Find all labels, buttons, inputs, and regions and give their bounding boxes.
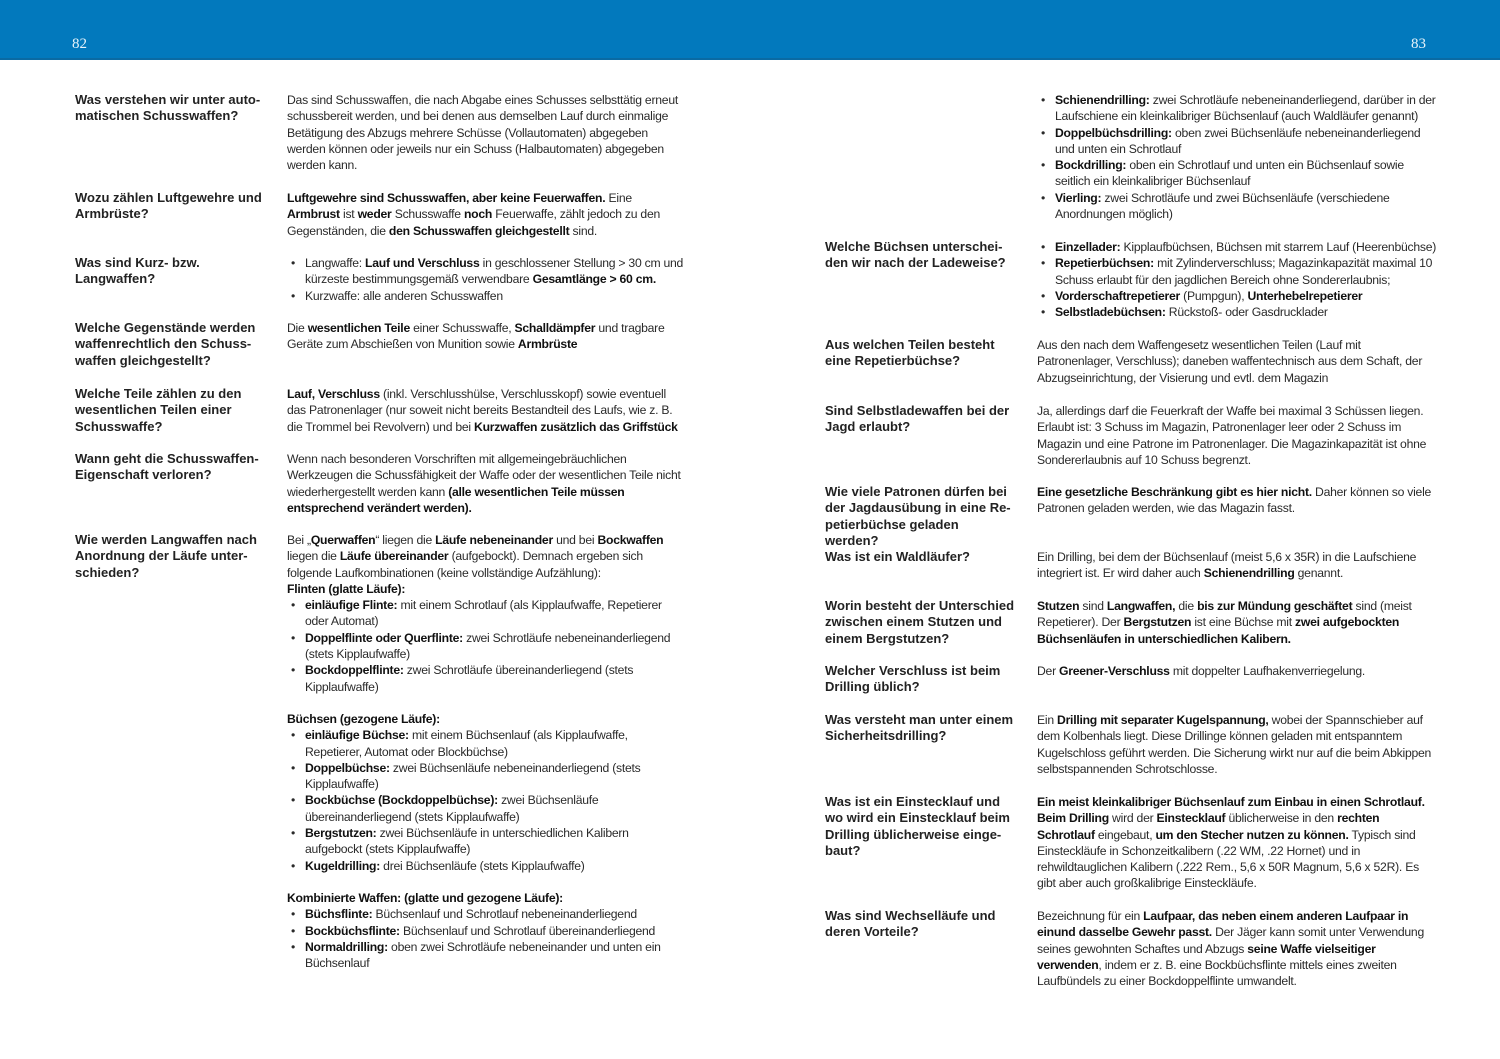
emphasis-text: (alle wesentlichen Teile müssen entsprechend verändert werden).	[287, 484, 625, 515]
list-item: • Doppelbüchsdrilling: oben zwei Büchsenläufe nebeneinanderliegend und unten ein Schrotlauf	[1037, 125, 1437, 158]
question: Welche Büchsen unterschei-den wir nach der Ladeweise?	[825, 239, 1006, 271]
question: Welche Gegenstände werden waffenrechtlich den Schuss-waffen gleichgestellt?	[75, 320, 256, 368]
answer: Aus den nach dem Waffengesetz wesentlichen Teilen (Lauf mit Patronenlager, Verschluss); daneben waffentechnisch aus dem Schaft, der Abzugseinrichtung, der Visierung und evtl. dem Magazin	[1037, 338, 1423, 385]
list-item: • Bockdoppelflinte: zwei Schrotläufe übereinanderliegend (stets Kipplaufwaffe)	[287, 662, 687, 695]
emphasis-text: Bockdrilling:	[1055, 158, 1127, 173]
list-item: • Schienendrilling: zwei Schrotläufe nebeneinanderliegend, darüber in der Laufschiene ein kleinkalibriger Büchsenlauf (auch Waldläufer genannt)	[1037, 92, 1437, 125]
emphasis-text: Schienendrilling	[1203, 566, 1295, 581]
question: Wann geht die Schusswaffen-Eigenschaft verloren?	[75, 451, 259, 483]
question: Wie werden Langwaffen nach Anordnung der Läufe unter-schieden?	[75, 532, 257, 580]
list-item: • Vorderschaftrepetierer (Pumpgun), Unterhebelrepetierer	[1037, 288, 1437, 304]
bullet-list	[287, 255, 687, 304]
answer: Die wesentlichen Teile einer Schusswaffe, Schalldämpfer und tragbare Geräte zum Abschießen von Munition sowie Armbrüste	[287, 321, 665, 352]
list-item: • Selbstladebüchsen: Rückstoß- oder Gasdrucklader	[1037, 304, 1437, 320]
list-item: • Bockbüchsflinte: Büchsenlauf und Schrotlauf übereinanderliegend	[287, 923, 687, 939]
emphasis-text: noch	[463, 207, 493, 222]
question: Wie viele Patronen dürfen bei der Jagdausübung in eine Re-petierbüchse geladen werden?	[825, 484, 1011, 548]
emphasis-text: Bockbüchse (Bockdoppelbüchse):	[305, 793, 498, 808]
bullet-list-drillinge	[1037, 92, 1437, 222]
list-item: • Büchsflinte: Büchsenlauf und Schrotlauf nebeneinanderliegend	[287, 906, 687, 922]
list-item: • Bockdrilling: oben ein Schrotlauf und unten ein Büchsenlauf sowie seitlich ein kleinkalibriger Büchsenlauf	[1037, 157, 1437, 190]
list-item: • Einzellader: Kipplaufbüchsen, Büchsen mit starrem Lauf (Heerenbüchse)	[1037, 239, 1437, 255]
emphasis-text: Lauf und Verschluss	[365, 256, 480, 270]
question: Wozu zählen Luftgewehre und Armbrüste?	[75, 190, 262, 222]
answer-intro: Bei „Querwaffen“ liegen die Läufe nebeneinander und bei Bockwaffen liegen die Läufe übereinander (aufgebockt). Demnach ergeben sich folgende Laufkombinationen (keine vollständige Aufzählung):	[287, 533, 664, 580]
question: Was ist ein Einstecklauf und wo wird ein Einstecklauf beim Drilling üblicherweise einge-baut?	[825, 794, 1010, 858]
list-item: • Normaldrilling: oben zwei Schrotläufe nebeneinander und unten ein Büchsenlauf	[287, 939, 687, 972]
emphasis-text: Ein meist kleinkalibriger Büchsenlauf zum Einbau in einen Schrotlauf. Beim Drilling	[1037, 795, 1425, 826]
emphasis-text: um den Stecher nutzen zu können.	[1155, 827, 1349, 842]
emphasis-text: Eine gesetzliche Beschränkung gibt es hier nicht.	[1037, 485, 1312, 499]
emphasis-text: wesentlichen Teile	[307, 321, 410, 335]
group-title-flinten: Flinten (glatte Läufe):	[287, 581, 406, 596]
emphasis-text: Drilling mit separater Kugelspannung,	[1057, 713, 1269, 727]
emphasis-text: Einstecklauf	[1156, 811, 1226, 826]
question: Was sind Kurz- bzw. Langwaffen?	[75, 255, 200, 287]
group-title-buechsen: Büchsen (gezogene Läufe):	[287, 711, 440, 726]
emphasis-text: Bergstutzen:	[305, 826, 377, 841]
answer: Ein meist kleinkalibriger Büchsenlauf zum Einbau in einen Schrotlauf. Beim Drilling wird der Einstecklauf üblicherweise in den rechten Schrotlauf eingebaut, um den Stecher nutzen zu können. Typisch sind Einsteckläufe in Schonzeitkalibern (.22 WM, .22 Hornet) und in rehwildtauglichen Kalibern (.222 Rem., 5,6 x 50R Magnum, 5,6 x 52R). Es gibt aber auch großkalibrige Einsteckläufe.	[1037, 795, 1425, 891]
answer	[1037, 239, 1437, 320]
emphasis-text: Doppelflinte oder Querflinte:	[305, 630, 463, 645]
emphasis-text: Normaldrilling:	[305, 939, 388, 954]
list-item: • Kurzwaffe: alle anderen Schusswaffen	[287, 288, 687, 304]
list-item: • Bockbüchse (Bockdoppelbüchse): zwei Büchsenläufe übereinanderliegend (stets Kipplaufwaffe)	[287, 792, 687, 825]
emphasis-text: Bockwaffen	[597, 533, 664, 547]
list-item: • Kugeldrilling: drei Büchsenläufe (stets Kipplaufwaffe)	[287, 858, 687, 874]
question: Welcher Verschluss ist beim Drilling üblich?	[825, 663, 1001, 695]
page-header-bar	[0, 0, 1500, 60]
answer: Das sind Schusswaffen, die nach Abgabe eines Schusses selbsttätig erneut schussbereit werden, und bei denen aus demselben Lauf durch einmalige Betätigung des Abzugs mehrere Schüsse (Vollautomaten) abgegeben werden können oder jeweils nur ein Schuss (Halbautomaten) abgegeben werden kann.	[287, 93, 678, 173]
page-number-right: 83	[1411, 36, 1426, 52]
emphasis-text: Bergstutzen	[1123, 615, 1192, 630]
emphasis-text: einläufige Flinte:	[305, 598, 398, 613]
answer: Ein Drilling mit separater Kugelspannung, wobei der Spannschieber auf dem Kolbenhals liegt. Diese Drillinge können geladen mit entspanntem Kugelschloss geführt werden. Die Sicherung wirkt nur auf die beim Abkippen selbstspannenden Schrotschlosse.	[1037, 713, 1432, 776]
question: Was sind Wechselläufe und deren Vorteile?	[825, 908, 996, 940]
answer: Ja, allerdings darf die Feuerkraft der Waffe bei maximal 3 Schüssen liegen. Erlaubt ist: 3 Schuss im Magazin, Patronenlager leer oder 2 Schuss im Magazin und eine Patrone im Patronenlager. Die Magazinkapazität ist ohne Sondererlaubnis auf 10 Schuss begrenzt.	[1037, 404, 1427, 467]
emphasis-text: Doppelbüchse:	[305, 760, 390, 775]
question: Was ist ein Waldläufer?	[825, 549, 970, 564]
emphasis-text: Doppelbüchsdrilling:	[1055, 125, 1172, 140]
list-item: • Doppelbüchse: zwei Büchsenläufe nebeneinanderliegend (stets Kipplaufwaffe)	[287, 760, 687, 793]
emphasis-text: Vierling:	[1055, 190, 1102, 205]
emphasis-text: Armbrust	[287, 207, 340, 222]
emphasis-text: Schalldämpfer	[514, 321, 596, 335]
emphasis-text: Laufpaar, das neben einem anderen Laufpaar in einund dasselbe Gewehr passt.	[1037, 909, 1409, 940]
list-item: • Bergstutzen: zwei Büchsenläufe in unterschiedlichen Kalibern aufgebockt (stets Kipplaufwaffe)	[287, 825, 687, 858]
emphasis-text: Büchsflinte:	[305, 907, 373, 922]
list-item: • einläufige Flinte: mit einem Schrotlauf (als Kipplaufwaffe, Repetierer oder Automat)	[287, 597, 687, 630]
emphasis-text: Unterhebelrepetierer	[1247, 288, 1363, 303]
emphasis-text: rechten Schrotlauf	[1037, 811, 1380, 842]
list-item: • Vierling: zwei Schrotläufe und zwei Büchsenläufe (verschiedene Anordnungen möglich)	[1037, 190, 1437, 223]
emphasis-text: Luftgewehre sind Schusswaffen, aber keine Feuerwaffen.	[287, 191, 606, 205]
emphasis-text: zwei aufgebockten Büchsenläufen in unterschiedlichen Kalibern.	[1037, 615, 1400, 646]
emphasis-text: den Schusswaffen gleichgestellt	[388, 223, 570, 238]
emphasis-text: bis zur Mündung geschäftet	[1197, 599, 1353, 613]
question: Was verstehen wir unter auto-matischen Schusswaffen?	[75, 92, 261, 124]
emphasis-text: Repetierbüchsen:	[1055, 256, 1154, 271]
bullet-list-flinten	[287, 597, 687, 695]
answer	[287, 255, 687, 304]
emphasis-text: Kugeldrilling:	[305, 858, 381, 873]
emphasis-text: Bockdoppelflinte:	[305, 663, 404, 678]
emphasis-text: Läufe nebeneinander	[435, 533, 553, 547]
answer	[287, 532, 687, 971]
bullet-list	[1037, 239, 1437, 320]
question: Welche Teile zählen zu den wesentlichen Teilen einer Schusswaffe?	[75, 386, 242, 434]
answer: Ein Drilling, bei dem der Büchsenlauf (meist 5,6 x 35R) in die Laufschiene integriert ist. Er wird daher auch Schienendrilling genannt.	[1037, 550, 1417, 581]
emphasis-text: Schienendrilling:	[1055, 93, 1150, 107]
emphasis-text: Querwaffen	[310, 533, 376, 547]
emphasis-text: Kurzwaffen zusätzlich das Griffstück	[474, 419, 678, 434]
emphasis-text: Lauf, Verschluss	[287, 387, 380, 401]
emphasis-text: Gesamtlänge > 60 cm.	[532, 272, 656, 287]
emphasis-text: Einzellader:	[1055, 240, 1121, 254]
emphasis-text: einläufige Büchse:	[305, 728, 409, 743]
bullet-list-buechsen	[287, 727, 687, 874]
emphasis-text: seine Waffe vielseitiger verwenden	[1037, 941, 1376, 972]
answer-continued	[1037, 92, 1437, 222]
emphasis-text: Greener-Verschluss	[1059, 664, 1170, 678]
list-item: • Langwaffe: Lauf und Verschluss in geschlossener Stellung > 30 cm und kürzeste bestimmungsgemäß verwendbare Gesamtlänge > 60 cm.	[287, 255, 687, 288]
question: Aus welchen Teilen besteht eine Repetierbüchse?	[825, 337, 995, 369]
answer: Stutzen sind Langwaffen, die bis zur Mündung geschäftet sind (meist Repetierer). Der Bergstutzen ist eine Büchse mit zwei aufgebockten Büchsenläufen in unterschiedlichen Kalibern.	[1037, 599, 1412, 646]
list-item: • Repetierbüchsen: mit Zylinderverschluss; Magazinkapazität maximal 10 Schuss erlaubt für den jagdlichen Bereich ohne Sondererlaubnis;	[1037, 255, 1437, 288]
answer: Der Greener-Verschluss mit doppelter Laufhakenverriegelung.	[1037, 664, 1366, 678]
emphasis-text: Armbrüste	[517, 337, 578, 352]
bullet-list-kombinierte	[287, 906, 687, 971]
emphasis-text: Stutzen	[1037, 599, 1080, 613]
answer: Lauf, Verschluss (inkl. Verschlusshülse, Verschlusskopf) sowie eventuell das Patronenlager (nur soweit nicht bereits Bestandteil des Laufs, wie z. B. die Trommel bei Revolvern) und bei Kurzwaffen zusätzlich das Griffstück	[287, 387, 678, 434]
list-item: • einläufige Büchse: mit einem Büchsenlauf (als Kipplaufwaffe, Repetierer, Automat oder Blockbüchse)	[287, 727, 687, 760]
emphasis-text: weder	[357, 207, 392, 222]
question: Worin besteht der Unterschied zwischen einem Stutzen und einem Bergstutzen?	[825, 598, 1015, 646]
answer: Eine gesetzliche Beschränkung gibt es hier nicht. Daher können so viele Patronen geladen werden, wie das Magazin fasst.	[1037, 485, 1432, 516]
emphasis-text: Selbstladebüchsen:	[1055, 305, 1166, 320]
answer: Bezeichnung für ein Laufpaar, das neben einem anderen Laufpaar in einund dasselbe Gewehr passt. Der Jäger kann somit unter Verwendung seines gewohnten Schaftes und Abzugs seine Waffe vielseitiger verwenden, indem er z. B. eine Bockbüchsflinte mittels eines zweiten Laufbündels zu einer Bockdoppelflinte umwandelt.	[1037, 909, 1424, 989]
list-item: • Doppelflinte oder Querflinte: zwei Schrotläufe nebeneinanderliegend (stets Kipplaufwaffe)	[287, 630, 687, 663]
emphasis-text: Bockbüchsflinte:	[305, 923, 400, 938]
emphasis-text: Vorderschaftrepetierer	[1055, 288, 1181, 303]
question: Was versteht man unter einem Sicherheitsdrilling?	[825, 712, 1014, 744]
emphasis-text: Läufe übereinander	[339, 549, 449, 564]
emphasis-text: Langwaffen,	[1106, 599, 1176, 613]
group-title-kombinierte: Kombinierte Waffen: (glatte und gezogene Läufe):	[287, 890, 563, 905]
question: Sind Selbstladewaffen bei der Jagd erlaubt?	[825, 403, 1010, 435]
answer: Luftgewehre sind Schusswaffen, aber keine Feuerwaffen. Eine Armbrust ist weder Schusswaffe noch Feuerwaffe, zählt jedoch zu den Gegenständen, die den Schusswaffen gleichgestellt sind.	[287, 191, 661, 238]
page-number-left: 82	[72, 36, 87, 52]
answer: Wenn nach besonderen Vorschriften mit allgemeingebräuchlichen Werkzeugen die Schussfähigkeit der Waffe oder der wesentlichen Teile nicht wiederhergestellt werden kann (alle wesentlichen Teile müssen entsprechend verändert werden).	[287, 452, 681, 515]
